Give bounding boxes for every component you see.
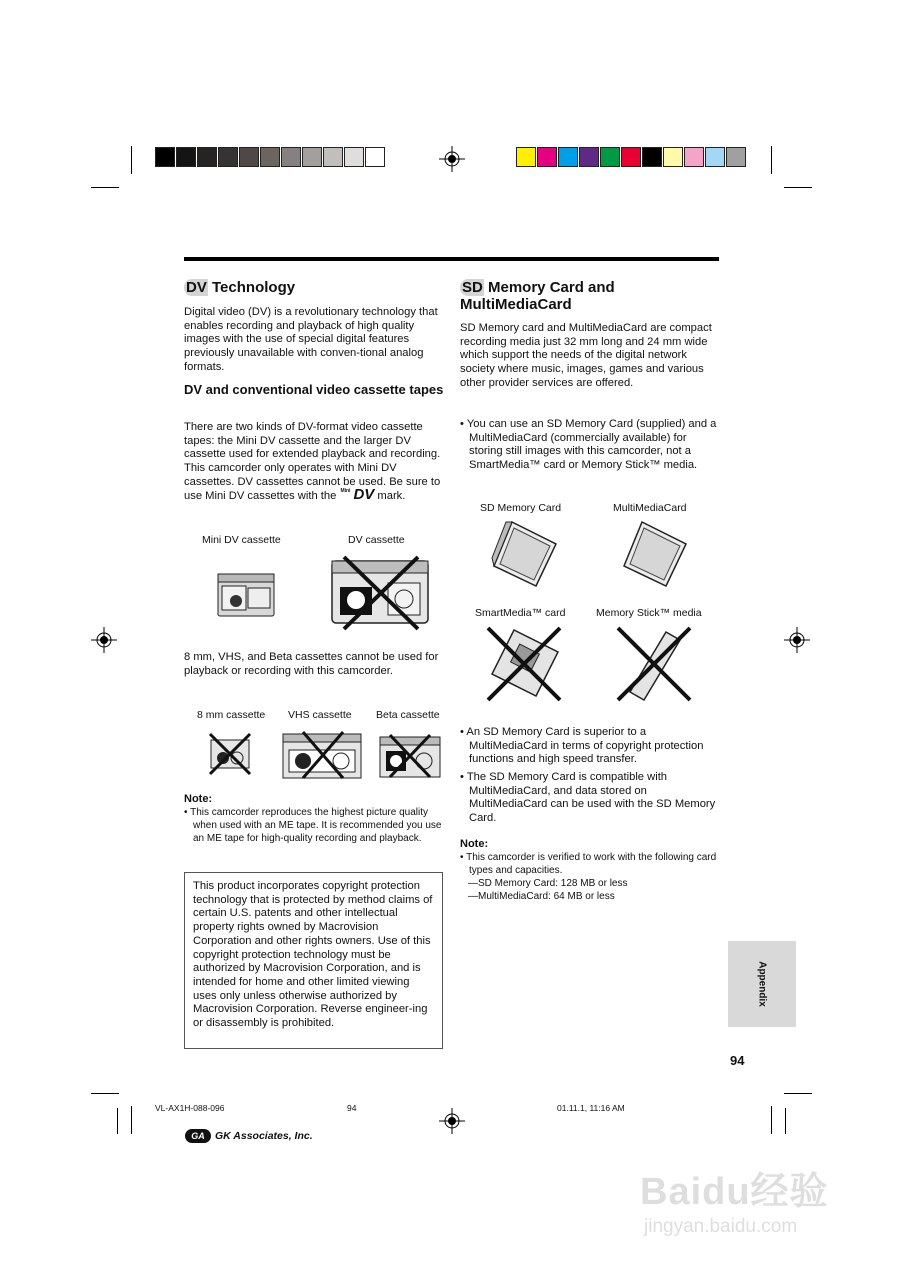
calibration-swatch: [516, 147, 536, 167]
smartmedia-card-crossed-icon: [484, 624, 564, 704]
sd-card-heading: [460, 279, 720, 313]
sd-capacity-text: SD Memory Card: 128 MB or less: [478, 878, 628, 889]
multimediacard-icon: [620, 518, 692, 590]
sd-heading-abbr: SD: [462, 279, 483, 296]
dv-heading-abbr: DV: [186, 279, 207, 296]
right-note-label: Note:: [460, 838, 489, 850]
copyright-notice-text: This product incorporates copyright protection technology that is protected by method claims of certain U.S. patents and other intellectual property rights owned by Macrovision Corporation and other rights owners. Use of this copyright protection technology must be authorized by Macrovision Corporation, and is intended for home and other limited viewing uses only unless otherwise authorized by Macrovision Corporation. Reverse engineer-ing or disassembly is prohibited.: [193, 880, 433, 1030]
right-note-mmc-capacity: —MultiMediaCard: 64 MB or less: [468, 891, 615, 902]
beta-cassette-crossed-icon: [378, 733, 442, 779]
crop-mark: [771, 1106, 772, 1134]
memory-stick-caption: Memory Stick™ media: [596, 607, 702, 619]
dv-tapes-paragraph: [184, 421, 446, 503]
appendix-side-tab: [728, 941, 796, 1027]
other-cassettes-paragraph: 8 mm, VHS, and Beta cassettes cannot be used for playback or recording with this camcorder.: [184, 651, 439, 677]
calibration-swatch: [260, 147, 280, 167]
sd-card-caption: SD Memory Card: [480, 502, 562, 514]
dv-cassette-caption: DV cassette: [348, 534, 405, 546]
crop-mark: [117, 1108, 118, 1134]
sd-intro-paragraph: SD Memory card and MultiMediaCard are compact recording media just 32 mm long and 24 mm wide which support the needs of the digital network society where music, images, games and various other provider services are offered.: [460, 322, 712, 389]
8mm-cassette-crossed-icon: [207, 730, 253, 776]
crop-mark: [131, 146, 132, 174]
dv-heading-rest: Technology: [207, 279, 296, 296]
sd-bullet-2-text: An SD Memory Card is superior to a MultiMediaCard in terms of copyright protection functions and high speed transfer.: [466, 726, 704, 766]
mmc-capacity-text: MultiMediaCard: 64 MB or less: [478, 891, 615, 902]
calibration-swatch: [642, 147, 662, 167]
calibration-swatch: [239, 147, 259, 167]
beta-cassette-caption: Beta cassette: [376, 709, 440, 721]
dv-tapes-subheading: DV and conventional video cassette tapes: [184, 382, 444, 397]
sd-heading-rest: Memory Card and: [483, 279, 615, 296]
calibration-swatch: [684, 147, 704, 167]
smartmedia-caption: SmartMedia™ card: [475, 607, 566, 619]
mini-dv-cassette-icon: [217, 573, 275, 617]
sd-bullet-2: • An SD Memory Card is superior to a MultiMediaCard in terms of copyright protection functions and high speed transfer.: [460, 726, 704, 766]
sd-bullet-3: • The SD Memory Card is compatible with MultiMediaCard, and data stored on MultiMediaCard can be used with the SD Memory Card.: [460, 771, 716, 825]
registration-mark-icon: [784, 627, 810, 653]
gk-associates-logo-icon: GA: [185, 1129, 211, 1143]
left-note-bullet: • This camcorder reproduces the highest picture quality when used with an ME tape. It is recommended you use an ME tape for high-quality recording and playback.: [184, 807, 442, 844]
appendix-tab-label: Appendix: [756, 961, 768, 1007]
calibration-swatch: [302, 147, 322, 167]
calibration-swatch: [621, 147, 641, 167]
calibration-swatch: [558, 147, 578, 167]
crop-mark: [785, 1108, 786, 1134]
memory-stick-crossed-icon: [614, 624, 694, 704]
sd-memory-card-icon: [490, 518, 562, 590]
footer-file-code: VL-AX1H-088-096: [155, 1103, 225, 1113]
dv-tapes-text-end: mark.: [377, 489, 406, 502]
dv-technology-heading: [184, 279, 295, 296]
vhs-cassette-crossed-icon: [281, 730, 363, 780]
crop-mark: [771, 146, 772, 174]
sd-bullet-1: • You can use an SD Memory Card (supplied) and a MultiMediaCard (commercially available) for storing still images with this camcorder, not a SmartMedia™ card or Memory Stick™ media.: [460, 418, 717, 472]
right-note-text: This camcorder is verified to work with the following card types and capacities.: [466, 852, 717, 876]
calibration-swatch: [726, 147, 746, 167]
calibration-swatch: [344, 147, 364, 167]
calibration-swatch: [197, 147, 217, 167]
calibration-swatch: [323, 147, 343, 167]
calibration-swatch: [579, 147, 599, 167]
right-note-sd-capacity: —SD Memory Card: 128 MB or less: [468, 878, 628, 889]
footer-timestamp: 01.11.1, 11:16 AM: [557, 1103, 625, 1113]
mmc-caption: MultiMediaCard: [613, 502, 687, 514]
left-note-text: This camcorder reproduces the highest picture quality when used with an ME tape. It is recommended you use an ME tape for high-quality recording and playback.: [190, 807, 442, 844]
sd-heading-line2: MultiMediaCard: [460, 296, 572, 313]
dv-tapes-text: There are two kinds of DV-format video cassette tapes: the Mini DV cassette and the larger DV cassette used for extended playback and recording. This camcorder only operates with Mini DV cassettes. DV cassettes cannot be used. Be sure to use Mini DV cassettes with the: [184, 421, 441, 502]
calibration-swatch: [281, 147, 301, 167]
header-rule: [184, 257, 719, 261]
dv-cassette-crossed-icon: [330, 553, 430, 633]
crop-mark: [91, 187, 119, 188]
sd-bullet-3-text: The SD Memory Card is compatible with MultiMediaCard, and data stored on MultiMediaCard can be used with the SD Memory Card.: [466, 771, 716, 825]
registration-mark-icon: [439, 1108, 465, 1134]
registration-mark-icon: [91, 627, 117, 653]
page-number: 94: [730, 1053, 745, 1068]
dv-logo-text: DV: [353, 485, 375, 503]
8mm-cassette-caption: 8 mm cassette: [197, 709, 266, 721]
crop-mark: [784, 1093, 812, 1094]
calibration-swatch: [537, 147, 557, 167]
calibration-swatch: [155, 147, 175, 167]
left-note-label: Note:: [184, 793, 213, 805]
mini-dv-caption: Mini DV cassette: [202, 534, 281, 546]
calibration-swatch: [365, 147, 385, 167]
mini-logo-label: Mini: [340, 487, 351, 494]
vhs-cassette-caption: VHS cassette: [288, 709, 352, 721]
mini-dv-logo-icon: [340, 485, 375, 503]
calibration-swatch: [600, 147, 620, 167]
calibration-swatch: [663, 147, 683, 167]
crop-mark: [91, 1093, 119, 1094]
footer-company: GK Associates, Inc.: [215, 1130, 313, 1142]
baidu-watermark: Baidu经验: [640, 1171, 829, 1213]
dv-intro-paragraph: Digital video (DV) is a revolutionary technology that enables recording and playback of high quality images with the use of special digital features previously unavailable with conven-tional analog formats.: [184, 306, 438, 373]
calibration-swatch: [176, 147, 196, 167]
footer-page: 94: [347, 1103, 357, 1113]
registration-mark-icon: [439, 146, 465, 172]
sd-bullet-1-text: You can use an SD Memory Card (supplied) and a MultiMediaCard (commercially available) for storing still images with this camcorder, not a SmartMedia™ card or Memory Stick™ media.: [466, 418, 717, 472]
crop-mark: [784, 187, 812, 188]
copyright-notice-box: [184, 872, 443, 1049]
baidu-watermark-url: jingyan.baidu.com: [644, 1216, 798, 1237]
right-note-bullet: • This camcorder is verified to work with the following card types and capacities.: [460, 852, 717, 876]
crop-mark: [131, 1106, 132, 1134]
calibration-swatch: [705, 147, 725, 167]
calibration-swatch: [218, 147, 238, 167]
